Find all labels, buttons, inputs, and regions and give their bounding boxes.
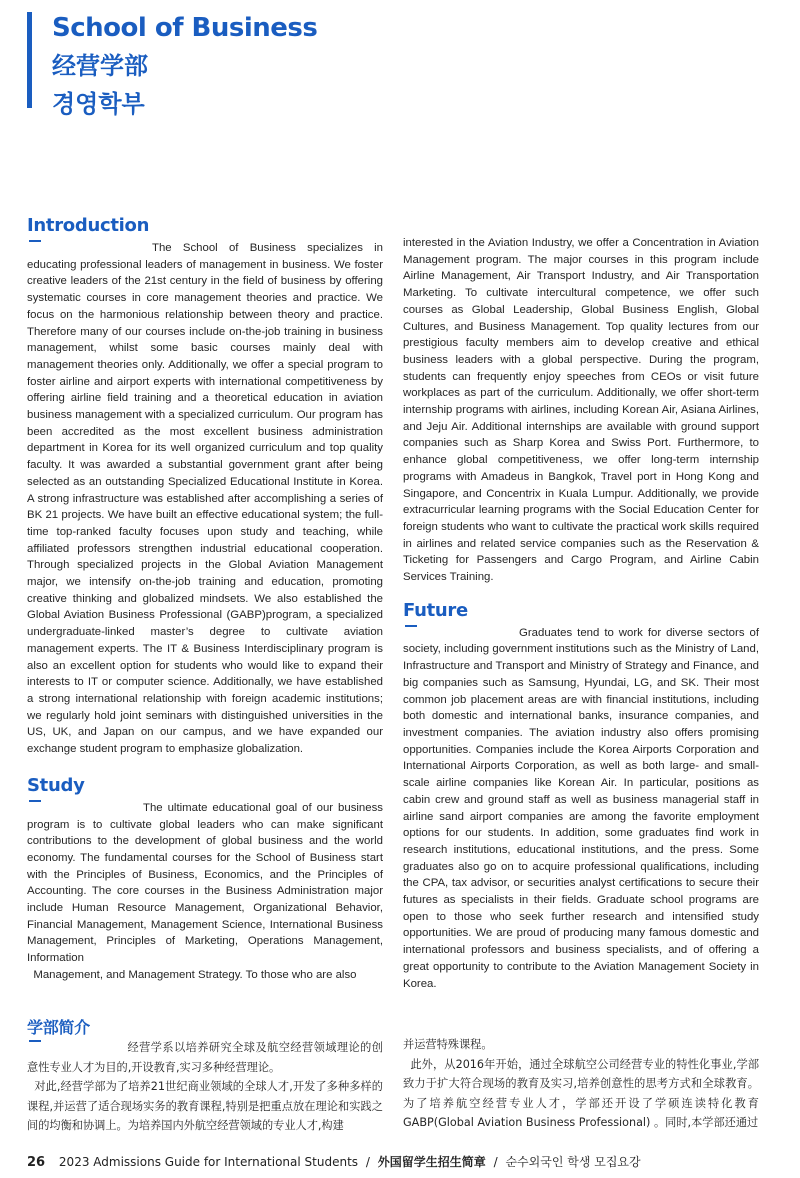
chinese-intro-heading-block <box>27 1018 383 1038</box>
chinese-intro-paragraph-2 <box>27 1077 383 1136</box>
chinese-intro-paragraph-3: 并运营特殊课程。 <box>403 1038 493 1051</box>
chinese-intro-text-1: 经营学系以培养研究全球及航空经营领域理论的创意性专业人才为目的,开设教育,实习多种经营理论。 <box>27 1041 383 1074</box>
page-title-chinese: 经营学部 <box>52 52 148 80</box>
introduction-text: The School of Business specializes in educating professional leaders of management in business. We foster creative leaders of the 21st century in the field of business by offering systematic courses in core management theories and practice. We focus on the harmonious relationship between theory and practice. Therefore many of our courses include on-the-job training in business management, whilst some basic courses mainly deal with management theories only. Additionally, we offer a special program to foster airline and airport experts with international competitiveness by offering airline field training and a theoretical education in aviation business management with a specialized curriculum. Our program has been accredited as the most excellent business administration department in Korea for its well organized curriculum and top quality faculty. It was awarded a substantial government grant after being selected as an outstanding Specialized Educational Institute in Korea. A strong infrastructure was established after accomplishing a series of BK 21 projects. We have built an effective educational system; the full-time top-ranked faculty focuses upon study and teaching, while affiliated professors strengthen industrial educational cooperation. Through specialized projects in the Global Aviation Management major, we intensify on-the-job training and education, promoting creative thinking and globalized mindsets. We also established the Global Aviation Business Professional (GABP)program, a specialized undergraduate-linked master’s degree to cultivate aviation management experts. The IT & Business Interdisciplinary program is also an excellent option for students who would like to expand their interests to IT or computer science. Additionally, we have established a strong international relationship with foreign academic institutions; we regularly hold joint seminars with distinguished universities in the US, UK, and Japan on our campus, and we have expanded our exchange student program to emphasize globalization. <box>27 242 383 756</box>
study-paragraph-2 <box>27 967 383 984</box>
study-paragraph <box>27 800 383 967</box>
footer-guide-english: 2023 Admissions Guide for International Students <box>58 1155 359 1169</box>
future-heading: Future <box>403 599 468 621</box>
chinese-intro-paragraph-1 <box>27 1038 383 1077</box>
study-heading-block <box>27 774 383 800</box>
chinese-intro-heading: 学部简介 <box>27 1018 90 1037</box>
heading-underline <box>29 800 41 802</box>
page-title-block <box>52 9 317 123</box>
left-column <box>27 215 383 984</box>
chinese-intro-left <box>27 1018 383 1136</box>
page-title-english: School of Business <box>52 13 318 43</box>
introduction-paragraph <box>27 240 383 758</box>
chinese-intro-text-4: 此外，从2016年开始，通过全球航空公司经营专业的特性化事业,学部致力于扩大符合现场的教育及实习,培养创意性的思考方式和全球教育。为了培养航空经营专业人才，学部还开设了学硕连读特化教育GABP(Global Aviation Business Professional) 。同时,本学部还通过 <box>403 1057 760 1129</box>
chinese-intro-paragraph-4 <box>403 1055 759 1133</box>
footer-guide-chinese: 外国留学生招生简章 <box>377 1155 486 1169</box>
footer-separator: / <box>493 1155 498 1169</box>
chinese-intro-right <box>403 1035 759 1133</box>
footer-guide-korean: 순수외국인 학생 모집요강 <box>505 1155 641 1169</box>
right-column <box>403 235 759 992</box>
future-paragraph <box>403 625 759 992</box>
page-title-korean: 경영학부 <box>52 90 145 118</box>
introduction-heading-block <box>27 215 383 240</box>
introduction-heading: Introduction <box>27 215 150 236</box>
study-continued-paragraph: interested in the Aviation Industry, we offer a Concentration in Aviation Management program. The major courses in this program include Airline Management, Air Transport Industry, and Air Transportation Marketing. To cultivate intercultural competence, we offer such courses as Global Leadership, Global Business English, Global Cultures, and Business Management. Top quality lectures from our prestigious faculty members aim to develop creative and ethical business leaders with a global perspective. During the program, students can frequently enjoy speeches from CEOs or visit future workplaces as part of the curriculum. Additionally, we offer short-term internship programs with airlines, including Korean Air, Asiana Airlines, and Jeju Air. Additional internships are available with ground support companies such as Sharp Korea and Swiss Port. Furthermore, to enhance global competitiveness, we offer long-term internship programs with Amadeus in Bangkok, Travel port in Hong Kong and Singapore, and Concentrix in Kuala Lumpur. Additionally, we provide extracurricular learning programs with the Social Education Center for foreign students who want to cultivate the practical work skills required in airlines and related service companies such as the Reservation & Ticketing for Passengers and Cargo Program, and Airline Cabin Services Training. <box>403 237 759 584</box>
page-number: 26 <box>27 1155 46 1170</box>
heading-underline <box>29 240 41 242</box>
future-heading-block <box>403 599 759 625</box>
future-text: Graduates tend to work for diverse sectors of society, including government institutions such as the Ministry of Land, Infrastructure and Transport and Ministry of Strategy and Finance, and big companies such as Samsung, Hyundai, LG, and SK. Their most common job placement areas are with financial institutions, including both domestic and international banks, insurance companies, and investment companies. The aviation industry also offers promising opportunities. Companies include the Korea Airports Corporation and International Airports Corporation, as well as both large- and small-scale airline companies like Korean Air. In particular, positions as cabin crew and ground staff as well as business managerial staff in airline sand airport companies are among the favorite employment options for our students. In addition, some graduates find work in research institutions, educational institutions, and the press. Some graduates also go on to acquire professional qualifications, including the CPA, tax advisor, or securities analyst certifications to secure their futures as specialists in their fields. Graduate school programs are open to those who seek further research and intensified study opportunities. We are proud of producing many famous domestic and international professors and business specialists, and of offering a great opportunity to contribute to the Aviation Management Society in Korea. <box>403 626 759 990</box>
footer-separator: / <box>365 1155 370 1169</box>
study-text: The ultimate educational goal of our business program is to cultivate global leaders who can make significant contributions to the development of global business and the world economy. The fundamental courses for the School of Business start with the Principles of Business, Economics, and the Principles of Accounting. The core courses in the Business Administration major include Human Resource Management, Organizational Behavior, Financial Management, Management Science, International Business Management, Principles of Marketing, Operations Management, Information <box>27 801 383 965</box>
study-heading: Study <box>27 774 85 796</box>
page-footer <box>27 1153 641 1170</box>
title-accent-bar <box>27 12 32 108</box>
heading-underline <box>29 1040 41 1042</box>
heading-underline <box>405 625 417 627</box>
study-text-2: Management, and Management Strategy. To those who are also <box>33 968 357 981</box>
chinese-intro-text-2: 对此,经营学部为了培养21世纪商业领域的全球人才,开发了多种多样的课程,并运营了适合现场实务的教育课程,特别是把重点放在理论和实践之间的均衡和协调上。为培养国内外航空经营领域的专业人才,构建 <box>27 1080 383 1132</box>
